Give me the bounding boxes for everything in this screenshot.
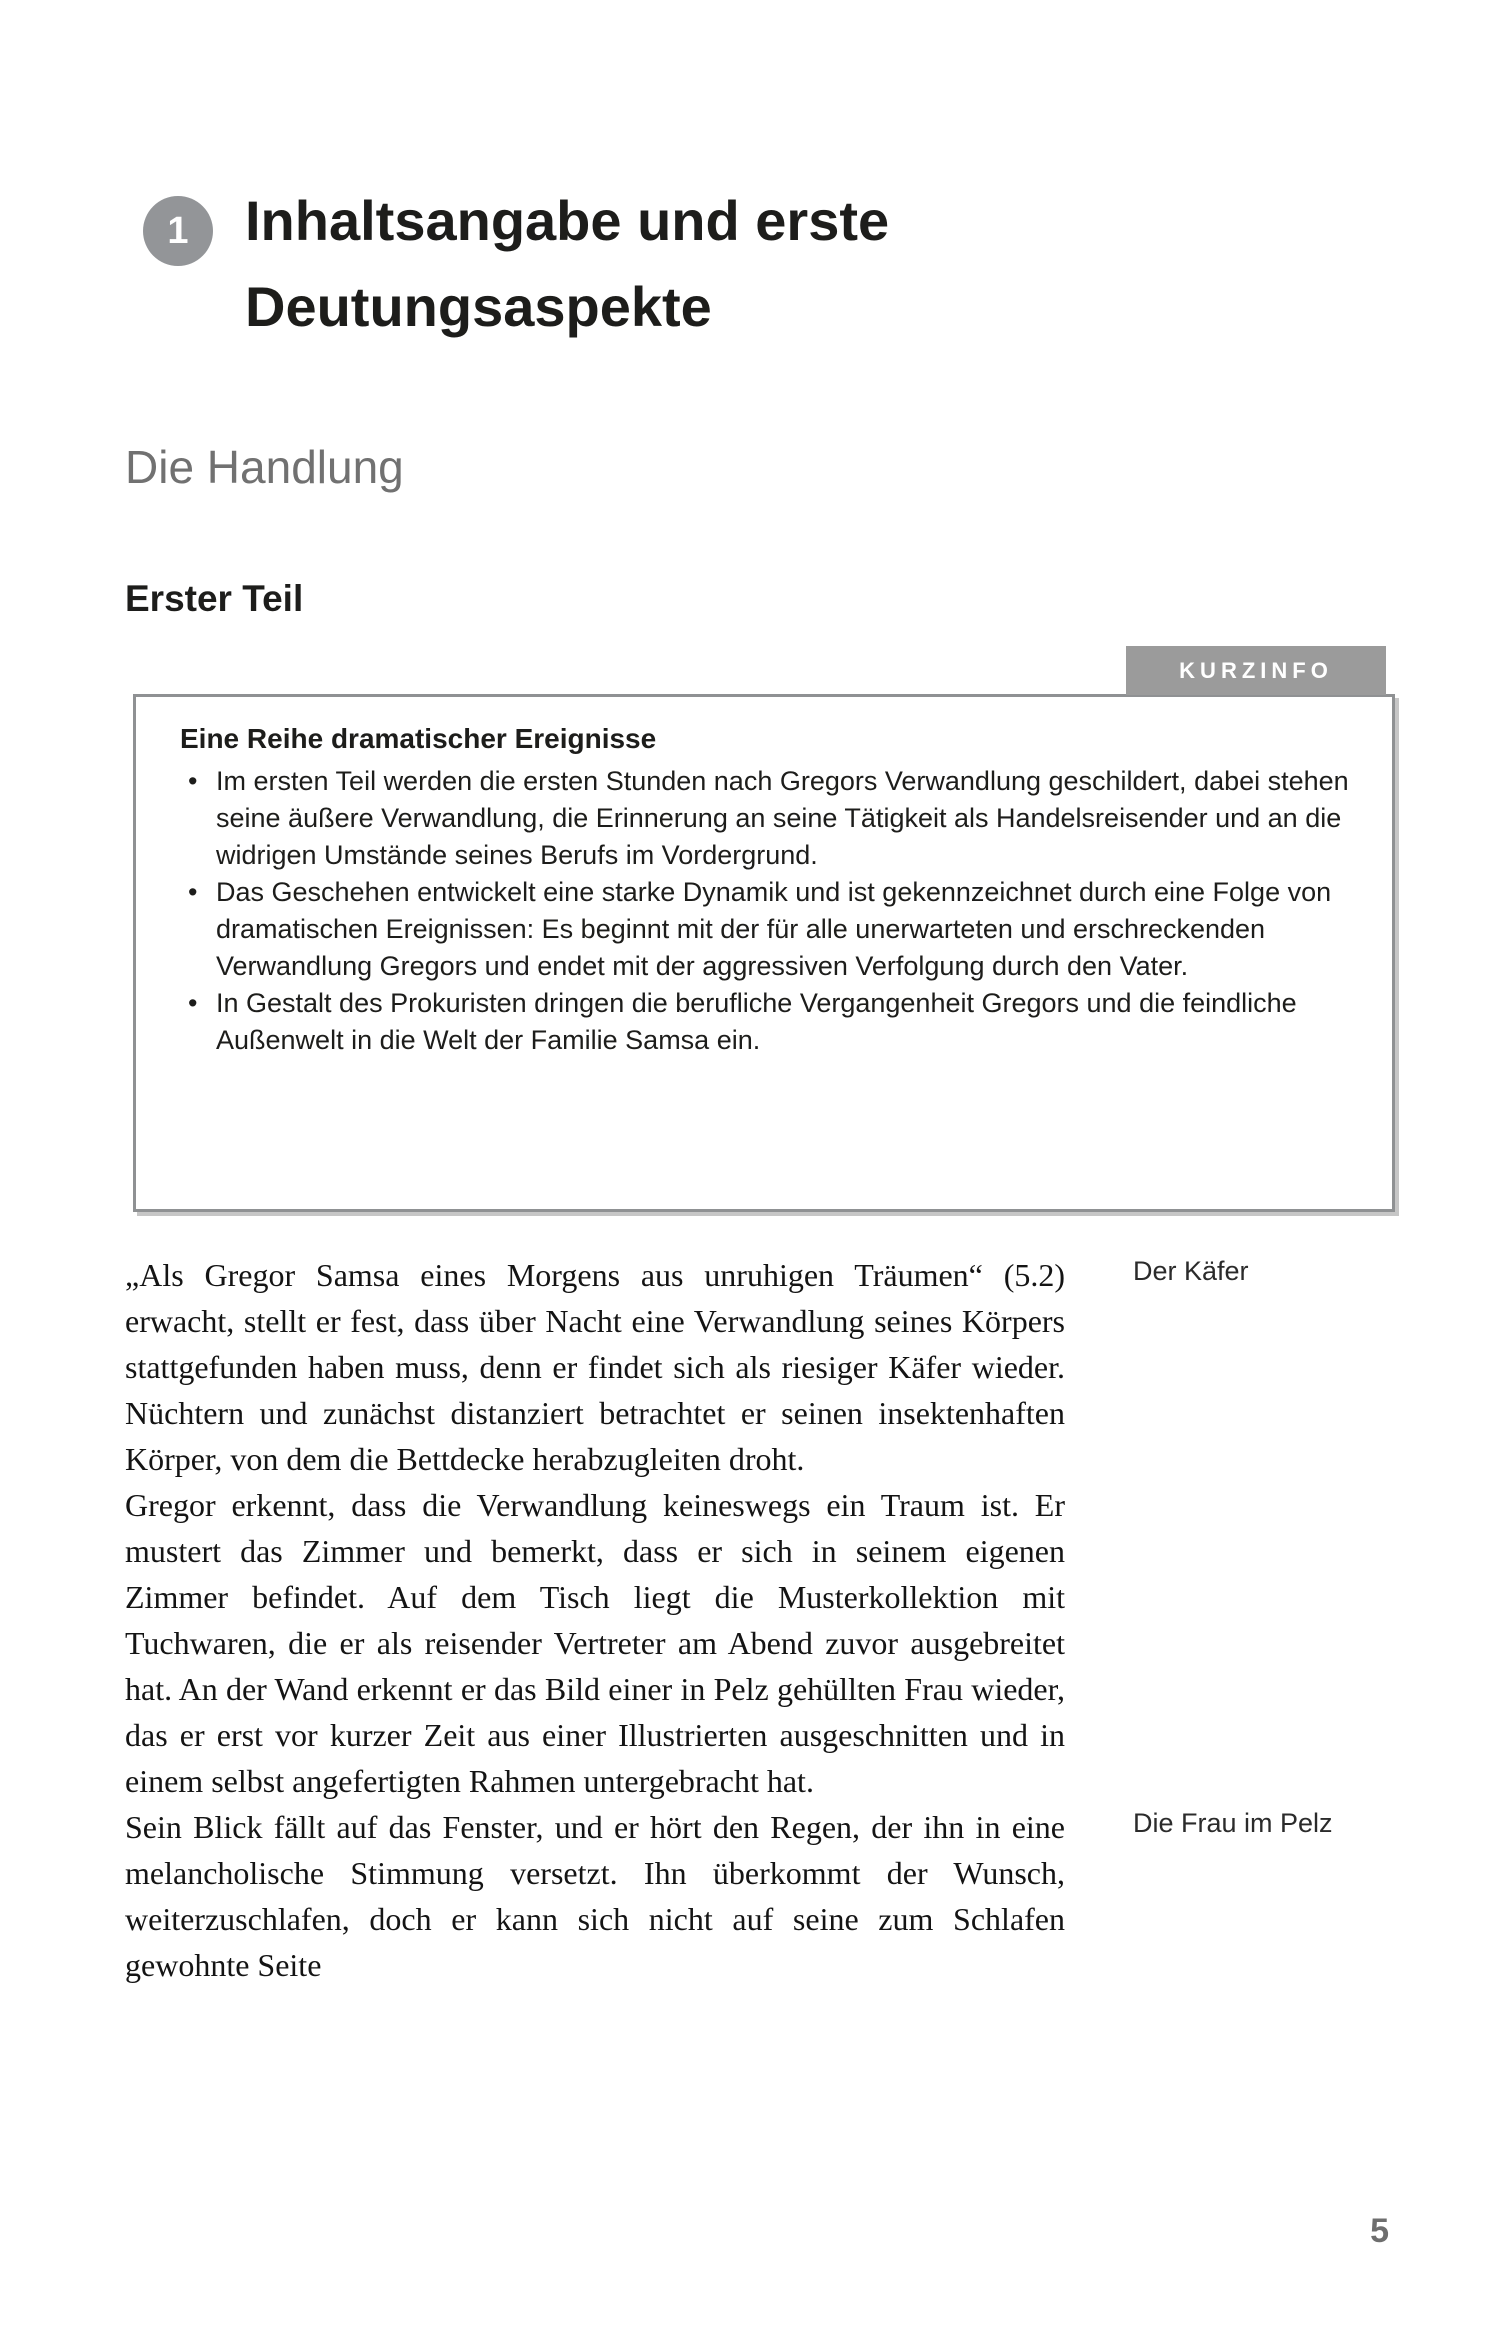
body-text-column [125,1252,1065,1988]
chapter-number-badge [143,196,213,266]
kurzinfo-bullet-item: • Im ersten Teil werden die ersten Stunden nach Gregors Verwandlung geschildert, dabei stehen seine äußere Verwandlung, die Erinnerung an seine Tätigkeit als Handelsreisender und an die widrigen Umstände seines Berufs im Vordergrund. [180,763,1354,874]
section-title: Die Handlung [125,441,404,493]
body-paragraph: Sein Blick fällt auf das Fenster, und er hört den Regen, der ihn in eine melancholische Stimmung versetzt. Ihn überkommt der Wunsch, weiterzuschlafen, doch er kann sich nicht auf seine zum Schlafen gewohnte Seite [125,1809,1065,1983]
chapter-title-line-1: Inhaltsangabe und erste [245,189,890,252]
margin-note-die-frau-im-pelz: Die Frau im Pelz [1133,1808,1333,1838]
kurzinfo-tab [1126,646,1386,695]
kurzinfo-tab-label: KURZINFO [1179,657,1333,683]
margin-note-der-kaefer: Der Käfer [1133,1256,1249,1286]
kurzinfo-box [133,694,1395,1212]
kurzinfo-bullet-list [180,763,1354,1059]
kurzinfo-bullet-item: • In Gestalt des Prokuristen dringen die berufliche Vergangenheit Gregors und die feindliche Außenwelt in die Welt der Familie Samsa ein. [180,985,1354,1059]
chapter-title [245,178,889,350]
chapter-title-line-2: Deutungsaspekte [245,275,712,338]
body-paragraph: „Als Gregor Samsa eines Morgens aus unruhigen Träumen“ (5.2) erwacht, stellt er fest, dass über Nacht eine Verwandlung seines Körpers stattgefunden haben muss, denn er findet sich als riesiger Käfer wieder. Nüchtern und zunächst distanziert betrachtet er seinen insektenhaften Körper, von dem die Bettdecke herabzugleiten droht. [125,1257,1065,1477]
kurzinfo-heading: Eine Reihe dramatischer Ereignisse [180,723,657,754]
chapter-heading [143,189,890,350]
kurzinfo-bullet-item: • Das Geschehen entwickelt eine starke Dynamik und ist gekennzeichnet durch eine Folge von dramatischen Ereignissen: Es beginnt mit der für alle unerwarteten und erschreckenden Verwandlung Gregors und endet mit der aggressiven Verfolgung durch den Vater. [180,874,1354,985]
page-number: 5 [1370,2212,1389,2250]
subsection-title: Erster Teil [125,578,304,619]
chapter-number: 1 [167,209,189,252]
body-paragraph: Gregor erkennt, dass die Verwandlung keineswegs ein Traum ist. Er mustert das Zimmer und bemerkt, dass er sich in seinem eigenen Zimmer befindet. Auf dem Tisch liegt die Musterkollektion mit Tuchwaren, die er als reisender Vertreter am Abend zuvor ausgebreitet hat. An der Wand erkennt er das Bild einer in Pelz gehüllten Frau wieder, das er erst vor kurzer Zeit aus einer Illustrierten ausgeschnitten und in einem selbst angefertigten Rahmen untergebracht hat. [125,1487,1065,1799]
body-block [125,1252,1425,1988]
